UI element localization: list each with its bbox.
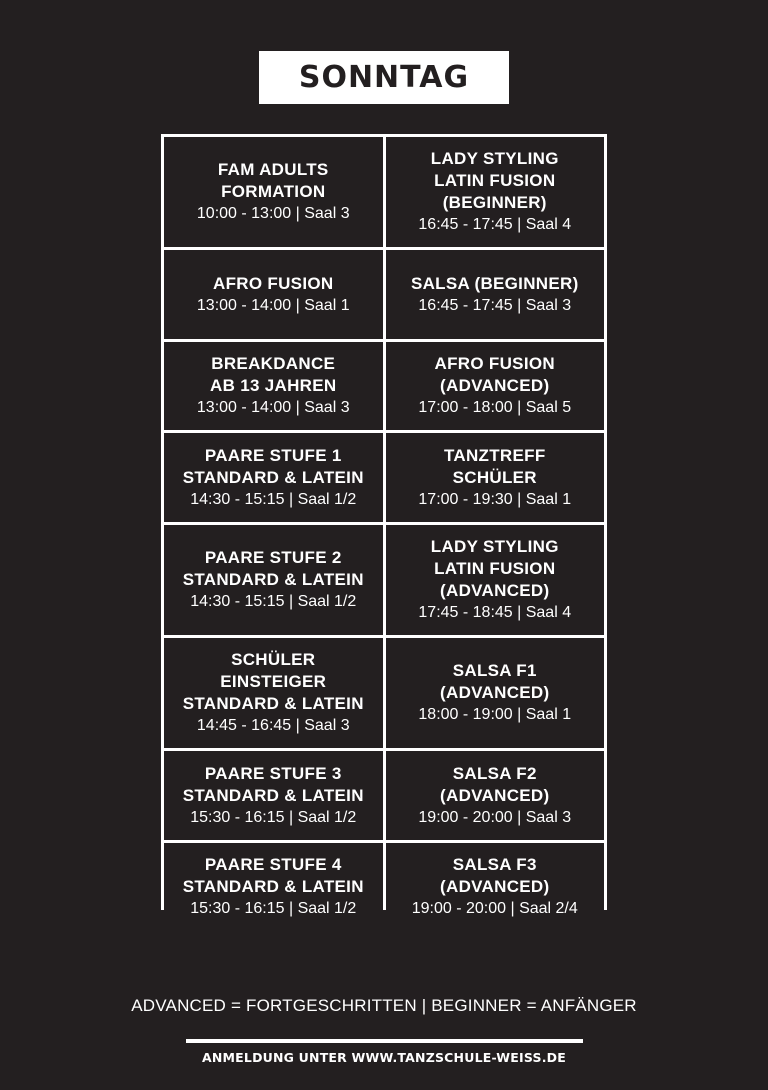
class-name: SCHÜLER EINSTEIGER STANDARD & LATEIN [182, 650, 364, 713]
class-time: 10:00 - 13:00 | Saal 3 [196, 205, 350, 222]
class-time: 17:00 - 18:00 | Saal 5 [418, 399, 572, 416]
class-cell [386, 638, 605, 748]
class-cell [386, 137, 605, 247]
class-time: 17:00 - 19:30 | Saal 1 [418, 490, 572, 508]
class-cell [386, 525, 605, 635]
class-cell [164, 638, 383, 748]
class-name: PAARE STUFE 2 STANDARD & LATEIN [182, 548, 364, 589]
class-time: 15:30 - 16:15 | Saal 1/2 [190, 900, 357, 917]
class-time: 19:00 - 20:00 | Saal 2/4 [411, 900, 578, 917]
class-name: SALSA F3 (ADVANCED) [440, 855, 550, 896]
class-name: AFRO FUSION (ADVANCED) [434, 354, 555, 395]
page-title: SONNTAG [259, 51, 509, 104]
schedule-table [161, 134, 607, 917]
class-name: FAM ADULTS FORMATION [217, 160, 329, 201]
class-name: SALSA (BEGINNER) [410, 273, 579, 293]
class-cell [164, 250, 383, 339]
class-name: PAARE STUFE 3 STANDARD & LATEIN [182, 763, 364, 805]
class-name: PAARE STUFE 4 STANDARD & LATEIN [182, 855, 364, 896]
class-name: TANZTREFF SCHÜLER [443, 445, 546, 487]
registration-link[interactable]: ANMELDUNG UNTER WWW.TANZSCHULE-WEISS.DE [202, 1050, 566, 1065]
class-cell [164, 137, 383, 247]
class-cell [386, 751, 605, 840]
class-time: 13:00 - 14:00 | Saal 1 [196, 296, 350, 314]
class-time: 14:30 - 15:15 | Saal 1/2 [190, 593, 357, 610]
class-time: 16:45 - 17:45 | Saal 4 [418, 216, 572, 233]
class-name: SALSA F1 (ADVANCED) [440, 661, 550, 702]
class-cell [386, 342, 605, 430]
class-cell [386, 433, 605, 522]
class-cell [164, 843, 383, 931]
class-time: 16:45 - 17:45 | Saal 3 [418, 296, 572, 314]
class-cell [164, 342, 383, 430]
class-time: 17:45 - 18:45 | Saal 4 [418, 604, 572, 621]
class-time: 14:30 - 15:15 | Saal 1/2 [190, 490, 357, 508]
class-cell [386, 250, 605, 339]
class-time: 19:00 - 20:00 | Saal 3 [418, 808, 572, 826]
class-cell [164, 751, 383, 840]
class-time: 13:00 - 14:00 | Saal 3 [196, 399, 350, 416]
class-cell [164, 433, 383, 522]
footer-divider [186, 1039, 583, 1043]
class-time: 18:00 - 19:00 | Saal 1 [418, 706, 572, 723]
class-time: 15:30 - 16:15 | Saal 1/2 [190, 808, 357, 826]
class-name: PAARE STUFE 1 STANDARD & LATEIN [182, 445, 364, 487]
class-time: 14:45 - 16:45 | Saal 3 [196, 717, 350, 734]
level-legend: ADVANCED = FORTGESCHRITTEN | BEGINNER = ANFÄNGER [131, 996, 637, 1015]
class-name: LADY STYLING LATIN FUSION (BEGINNER) [430, 149, 559, 212]
class-name: BREAKDANCE AB 13 JAHREN [210, 354, 337, 395]
class-name: SALSA F2 (ADVANCED) [440, 763, 550, 805]
class-cell [164, 525, 383, 635]
class-cell [386, 843, 605, 931]
class-name: LADY STYLING LATIN FUSION (ADVANCED) [430, 537, 559, 600]
class-name: AFRO FUSION [213, 273, 334, 293]
